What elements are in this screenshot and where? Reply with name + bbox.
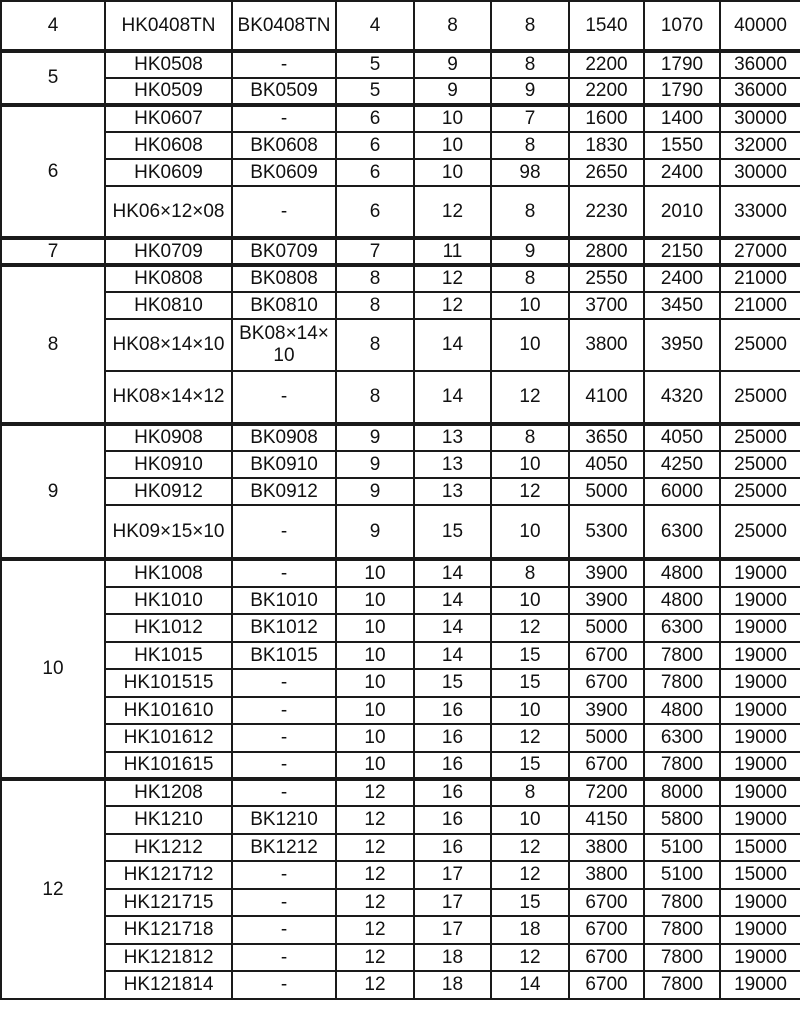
dynamic-load-cell: 5300 — [569, 505, 644, 559]
dynamic-load-cell: 1600 — [569, 105, 644, 132]
D-cell: 16 — [414, 834, 491, 861]
limit-speed-cell: 30000 — [720, 105, 800, 132]
d-cell: 12 — [336, 916, 414, 944]
model-bk-cell: BK1012 — [232, 614, 336, 642]
static-load-cell: 5100 — [644, 861, 720, 889]
table-row — [1, 642, 800, 669]
B-cell: 15 — [491, 889, 569, 916]
model-hk-cell: HK1208 — [105, 779, 232, 806]
D-cell: 14 — [414, 371, 491, 424]
static-load-cell: 2150 — [644, 238, 720, 265]
static-load-cell: 7800 — [644, 669, 720, 697]
model-bk-cell: - — [232, 889, 336, 916]
B-cell: 12 — [491, 834, 569, 861]
dynamic-load-cell: 2800 — [569, 238, 644, 265]
dynamic-load-cell: 2650 — [569, 159, 644, 186]
dynamic-load-cell: 2200 — [569, 78, 644, 105]
model-bk-cell: BK1210 — [232, 806, 336, 834]
dynamic-load-cell: 5000 — [569, 614, 644, 642]
d-cell: 12 — [336, 834, 414, 861]
table-row — [1, 451, 800, 478]
D-cell: 12 — [414, 265, 491, 292]
static-load-cell: 4250 — [644, 451, 720, 478]
static-load-cell: 1070 — [644, 1, 720, 51]
limit-speed-cell: 25000 — [720, 371, 800, 424]
B-cell: 10 — [491, 319, 569, 371]
D-cell: 13 — [414, 451, 491, 478]
model-hk-cell: HK0808 — [105, 265, 232, 292]
d-cell: 10 — [336, 752, 414, 779]
static-load-cell: 4320 — [644, 371, 720, 424]
d-cell: 6 — [336, 105, 414, 132]
model-bk-cell: - — [232, 779, 336, 806]
table-row — [1, 505, 800, 559]
model-hk-cell: HK1012 — [105, 614, 232, 642]
dynamic-load-cell: 3900 — [569, 559, 644, 587]
table-row — [1, 478, 800, 505]
model-hk-cell: HK121718 — [105, 916, 232, 944]
static-load-cell: 7800 — [644, 944, 720, 971]
d-cell: 6 — [336, 132, 414, 159]
D-cell: 12 — [414, 186, 491, 238]
d-cell: 12 — [336, 779, 414, 806]
d-cell: 7 — [336, 238, 414, 265]
model-hk-cell: HK06×12×08 — [105, 186, 232, 238]
B-cell: 8 — [491, 559, 569, 587]
model-bk-cell: - — [232, 697, 336, 724]
table-row — [1, 916, 800, 944]
D-cell: 12 — [414, 292, 491, 319]
model-bk-cell: BK0709 — [232, 238, 336, 265]
d-cell: 10 — [336, 669, 414, 697]
model-hk-cell: HK09×15×10 — [105, 505, 232, 559]
dynamic-load-cell: 6700 — [569, 971, 644, 999]
B-cell: 15 — [491, 669, 569, 697]
model-hk-cell: HK101515 — [105, 669, 232, 697]
B-cell: 12 — [491, 371, 569, 424]
model-bk-cell: BK1015 — [232, 642, 336, 669]
limit-speed-cell: 25000 — [720, 505, 800, 559]
limit-speed-cell: 30000 — [720, 159, 800, 186]
model-bk-cell: BK0912 — [232, 478, 336, 505]
D-cell: 14 — [414, 559, 491, 587]
static-load-cell: 4800 — [644, 587, 720, 614]
D-cell: 18 — [414, 971, 491, 999]
dynamic-load-cell: 6700 — [569, 752, 644, 779]
model-bk-cell: BK0910 — [232, 451, 336, 478]
B-cell: 12 — [491, 724, 569, 752]
B-cell: 10 — [491, 697, 569, 724]
static-load-cell: 3450 — [644, 292, 720, 319]
D-cell: 16 — [414, 697, 491, 724]
static-load-cell: 1790 — [644, 78, 720, 105]
group-size-cell: 9 — [1, 424, 105, 559]
D-cell: 11 — [414, 238, 491, 265]
dynamic-load-cell: 3800 — [569, 834, 644, 861]
limit-speed-cell: 19000 — [720, 752, 800, 779]
model-bk-cell: - — [232, 916, 336, 944]
group-size-cell: 4 — [1, 1, 105, 51]
dynamic-load-cell: 3800 — [569, 319, 644, 371]
d-cell: 12 — [336, 971, 414, 999]
B-cell: 8 — [491, 424, 569, 451]
table-row — [1, 559, 800, 587]
dynamic-load-cell: 1540 — [569, 1, 644, 51]
B-cell: 10 — [491, 806, 569, 834]
D-cell: 14 — [414, 614, 491, 642]
model-hk-cell: HK0910 — [105, 451, 232, 478]
limit-speed-cell: 19000 — [720, 806, 800, 834]
dynamic-load-cell: 6700 — [569, 944, 644, 971]
d-cell: 12 — [336, 889, 414, 916]
d-cell: 5 — [336, 51, 414, 78]
B-cell: 12 — [491, 861, 569, 889]
model-hk-cell: HK121712 — [105, 861, 232, 889]
dynamic-load-cell: 6700 — [569, 916, 644, 944]
dynamic-load-cell: 5000 — [569, 478, 644, 505]
static-load-cell: 6300 — [644, 724, 720, 752]
table-row — [1, 371, 800, 424]
D-cell: 13 — [414, 478, 491, 505]
table-row — [1, 105, 800, 132]
group-size-cell: 10 — [1, 559, 105, 779]
limit-speed-cell: 19000 — [720, 587, 800, 614]
model-hk-cell: HK08×14×12 — [105, 371, 232, 424]
static-load-cell: 4050 — [644, 424, 720, 451]
static-load-cell: 6300 — [644, 505, 720, 559]
static-load-cell: 2400 — [644, 159, 720, 186]
table-row — [1, 186, 800, 238]
model-hk-cell: HK0912 — [105, 478, 232, 505]
model-hk-cell: HK0408TN — [105, 1, 232, 51]
table-row — [1, 238, 800, 265]
static-load-cell: 8000 — [644, 779, 720, 806]
d-cell: 12 — [336, 806, 414, 834]
table-row — [1, 889, 800, 916]
group-size-cell: 6 — [1, 105, 105, 238]
dynamic-load-cell: 3700 — [569, 292, 644, 319]
table-row — [1, 752, 800, 779]
static-load-cell: 4800 — [644, 697, 720, 724]
model-hk-cell: HK1015 — [105, 642, 232, 669]
model-hk-cell: HK0810 — [105, 292, 232, 319]
D-cell: 16 — [414, 779, 491, 806]
limit-speed-cell: 25000 — [720, 319, 800, 371]
d-cell: 6 — [336, 159, 414, 186]
limit-speed-cell: 19000 — [720, 944, 800, 971]
d-cell: 12 — [336, 944, 414, 971]
group-size-cell: 5 — [1, 51, 105, 105]
D-cell: 10 — [414, 132, 491, 159]
dynamic-load-cell: 6700 — [569, 642, 644, 669]
d-cell: 10 — [336, 697, 414, 724]
limit-speed-cell: 21000 — [720, 292, 800, 319]
table-body — [1, 1, 800, 999]
D-cell: 17 — [414, 861, 491, 889]
D-cell: 15 — [414, 505, 491, 559]
static-load-cell: 4800 — [644, 559, 720, 587]
model-hk-cell: HK101612 — [105, 724, 232, 752]
model-hk-cell: HK0608 — [105, 132, 232, 159]
model-bk-cell: BK0808 — [232, 265, 336, 292]
model-hk-cell: HK0609 — [105, 159, 232, 186]
dynamic-load-cell: 7200 — [569, 779, 644, 806]
d-cell: 10 — [336, 724, 414, 752]
model-bk-cell: - — [232, 371, 336, 424]
dynamic-load-cell: 4050 — [569, 451, 644, 478]
limit-speed-cell: 40000 — [720, 1, 800, 51]
d-cell: 8 — [336, 371, 414, 424]
B-cell: 9 — [491, 78, 569, 105]
D-cell: 14 — [414, 319, 491, 371]
model-bk-cell: - — [232, 861, 336, 889]
table-row — [1, 724, 800, 752]
model-bk-cell: - — [232, 105, 336, 132]
B-cell: 98 — [491, 159, 569, 186]
model-bk-cell: - — [232, 505, 336, 559]
limit-speed-cell: 19000 — [720, 889, 800, 916]
limit-speed-cell: 19000 — [720, 669, 800, 697]
static-load-cell: 7800 — [644, 889, 720, 916]
static-load-cell: 7800 — [644, 971, 720, 999]
limit-speed-cell: 36000 — [720, 51, 800, 78]
model-hk-cell: HK0509 — [105, 78, 232, 105]
model-bk-cell: BK1010 — [232, 587, 336, 614]
static-load-cell: 1550 — [644, 132, 720, 159]
table-row — [1, 834, 800, 861]
B-cell: 10 — [491, 451, 569, 478]
D-cell: 18 — [414, 944, 491, 971]
d-cell: 8 — [336, 265, 414, 292]
limit-speed-cell: 15000 — [720, 861, 800, 889]
d-cell: 6 — [336, 186, 414, 238]
table-row — [1, 614, 800, 642]
B-cell: 8 — [491, 51, 569, 78]
B-cell: 10 — [491, 292, 569, 319]
D-cell: 14 — [414, 642, 491, 669]
B-cell: 8 — [491, 265, 569, 292]
model-bk-cell: BK08×14×10 — [232, 319, 336, 371]
D-cell: 16 — [414, 806, 491, 834]
dynamic-load-cell: 3900 — [569, 697, 644, 724]
model-hk-cell: HK121814 — [105, 971, 232, 999]
dynamic-load-cell: 4150 — [569, 806, 644, 834]
model-bk-cell: BK0509 — [232, 78, 336, 105]
model-bk-cell: - — [232, 971, 336, 999]
B-cell: 12 — [491, 478, 569, 505]
table-row — [1, 132, 800, 159]
model-hk-cell: HK1210 — [105, 806, 232, 834]
B-cell: 18 — [491, 916, 569, 944]
dynamic-load-cell: 6700 — [569, 889, 644, 916]
D-cell: 8 — [414, 1, 491, 51]
model-hk-cell: HK08×14×10 — [105, 319, 232, 371]
static-load-cell: 5800 — [644, 806, 720, 834]
model-bk-cell: BK0608 — [232, 132, 336, 159]
limit-speed-cell: 25000 — [720, 478, 800, 505]
limit-speed-cell: 33000 — [720, 186, 800, 238]
D-cell: 17 — [414, 916, 491, 944]
model-bk-cell: - — [232, 752, 336, 779]
model-hk-cell: HK1008 — [105, 559, 232, 587]
dynamic-load-cell: 2200 — [569, 51, 644, 78]
d-cell: 10 — [336, 614, 414, 642]
d-cell: 4 — [336, 1, 414, 51]
model-bk-cell: BK0810 — [232, 292, 336, 319]
table-row — [1, 779, 800, 806]
group-size-cell: 12 — [1, 779, 105, 999]
limit-speed-cell: 19000 — [720, 916, 800, 944]
model-bk-cell: - — [232, 724, 336, 752]
limit-speed-cell: 25000 — [720, 451, 800, 478]
D-cell: 17 — [414, 889, 491, 916]
B-cell: 10 — [491, 587, 569, 614]
model-bk-cell: BK0609 — [232, 159, 336, 186]
dynamic-load-cell: 6700 — [569, 669, 644, 697]
model-bk-cell: - — [232, 186, 336, 238]
B-cell: 8 — [491, 1, 569, 51]
D-cell: 9 — [414, 78, 491, 105]
B-cell: 8 — [491, 186, 569, 238]
dynamic-load-cell: 3650 — [569, 424, 644, 451]
limit-speed-cell: 36000 — [720, 78, 800, 105]
group-size-cell: 7 — [1, 238, 105, 265]
d-cell: 10 — [336, 587, 414, 614]
model-hk-cell: HK0908 — [105, 424, 232, 451]
table-row — [1, 669, 800, 697]
model-hk-cell: HK101610 — [105, 697, 232, 724]
limit-speed-cell: 19000 — [720, 971, 800, 999]
limit-speed-cell: 19000 — [720, 779, 800, 806]
d-cell: 8 — [336, 292, 414, 319]
static-load-cell: 5100 — [644, 834, 720, 861]
limit-speed-cell: 27000 — [720, 238, 800, 265]
group-size-cell: 8 — [1, 265, 105, 424]
d-cell: 5 — [336, 78, 414, 105]
dynamic-load-cell: 4100 — [569, 371, 644, 424]
d-cell: 8 — [336, 319, 414, 371]
D-cell: 10 — [414, 105, 491, 132]
static-load-cell: 7800 — [644, 916, 720, 944]
B-cell: 15 — [491, 752, 569, 779]
limit-speed-cell: 25000 — [720, 424, 800, 451]
table-row — [1, 265, 800, 292]
limit-speed-cell: 19000 — [720, 642, 800, 669]
table-row — [1, 587, 800, 614]
D-cell: 10 — [414, 159, 491, 186]
B-cell: 14 — [491, 971, 569, 999]
B-cell: 7 — [491, 105, 569, 132]
limit-speed-cell: 19000 — [720, 614, 800, 642]
d-cell: 12 — [336, 861, 414, 889]
d-cell: 9 — [336, 424, 414, 451]
D-cell: 13 — [414, 424, 491, 451]
model-hk-cell: HK101615 — [105, 752, 232, 779]
model-bk-cell: BK1212 — [232, 834, 336, 861]
model-bk-cell: - — [232, 944, 336, 971]
d-cell: 9 — [336, 451, 414, 478]
D-cell: 16 — [414, 724, 491, 752]
model-bk-cell: - — [232, 669, 336, 697]
limit-speed-cell: 15000 — [720, 834, 800, 861]
dynamic-load-cell: 1830 — [569, 132, 644, 159]
dynamic-load-cell: 2550 — [569, 265, 644, 292]
static-load-cell: 7800 — [644, 752, 720, 779]
table-row — [1, 806, 800, 834]
table-row — [1, 319, 800, 371]
limit-speed-cell: 19000 — [720, 724, 800, 752]
dynamic-load-cell: 3900 — [569, 587, 644, 614]
B-cell: 9 — [491, 238, 569, 265]
model-hk-cell: HK1010 — [105, 587, 232, 614]
limit-speed-cell: 21000 — [720, 265, 800, 292]
model-bk-cell: - — [232, 51, 336, 78]
limit-speed-cell: 19000 — [720, 697, 800, 724]
B-cell: 12 — [491, 944, 569, 971]
limit-speed-cell: 32000 — [720, 132, 800, 159]
static-load-cell: 1400 — [644, 105, 720, 132]
d-cell: 10 — [336, 559, 414, 587]
static-load-cell: 6000 — [644, 478, 720, 505]
B-cell: 8 — [491, 779, 569, 806]
table-row — [1, 944, 800, 971]
static-load-cell: 2400 — [644, 265, 720, 292]
table-row — [1, 159, 800, 186]
model-bk-cell: BK0908 — [232, 424, 336, 451]
model-hk-cell: HK121715 — [105, 889, 232, 916]
dynamic-load-cell: 2230 — [569, 186, 644, 238]
table-row — [1, 78, 800, 105]
table-row — [1, 424, 800, 451]
B-cell: 15 — [491, 642, 569, 669]
static-load-cell: 2010 — [644, 186, 720, 238]
D-cell: 15 — [414, 669, 491, 697]
D-cell: 9 — [414, 51, 491, 78]
table-row — [1, 292, 800, 319]
static-load-cell: 1790 — [644, 51, 720, 78]
d-cell: 9 — [336, 505, 414, 559]
model-hk-cell: HK0508 — [105, 51, 232, 78]
dynamic-load-cell: 3800 — [569, 861, 644, 889]
D-cell: 14 — [414, 587, 491, 614]
table-row — [1, 971, 800, 999]
d-cell: 10 — [336, 642, 414, 669]
table-row — [1, 697, 800, 724]
B-cell: 8 — [491, 132, 569, 159]
static-load-cell: 7800 — [644, 642, 720, 669]
table-row — [1, 51, 800, 78]
model-bk-cell: BK0408TN — [232, 1, 336, 51]
static-load-cell: 3950 — [644, 319, 720, 371]
model-hk-cell: HK0607 — [105, 105, 232, 132]
model-hk-cell: HK121812 — [105, 944, 232, 971]
table-row — [1, 1, 800, 51]
table-row — [1, 861, 800, 889]
static-load-cell: 6300 — [644, 614, 720, 642]
limit-speed-cell: 19000 — [720, 559, 800, 587]
model-hk-cell: HK0709 — [105, 238, 232, 265]
model-hk-cell: HK1212 — [105, 834, 232, 861]
B-cell: 12 — [491, 614, 569, 642]
d-cell: 9 — [336, 478, 414, 505]
dynamic-load-cell: 5000 — [569, 724, 644, 752]
model-bk-cell: - — [232, 559, 336, 587]
B-cell: 10 — [491, 505, 569, 559]
D-cell: 16 — [414, 752, 491, 779]
